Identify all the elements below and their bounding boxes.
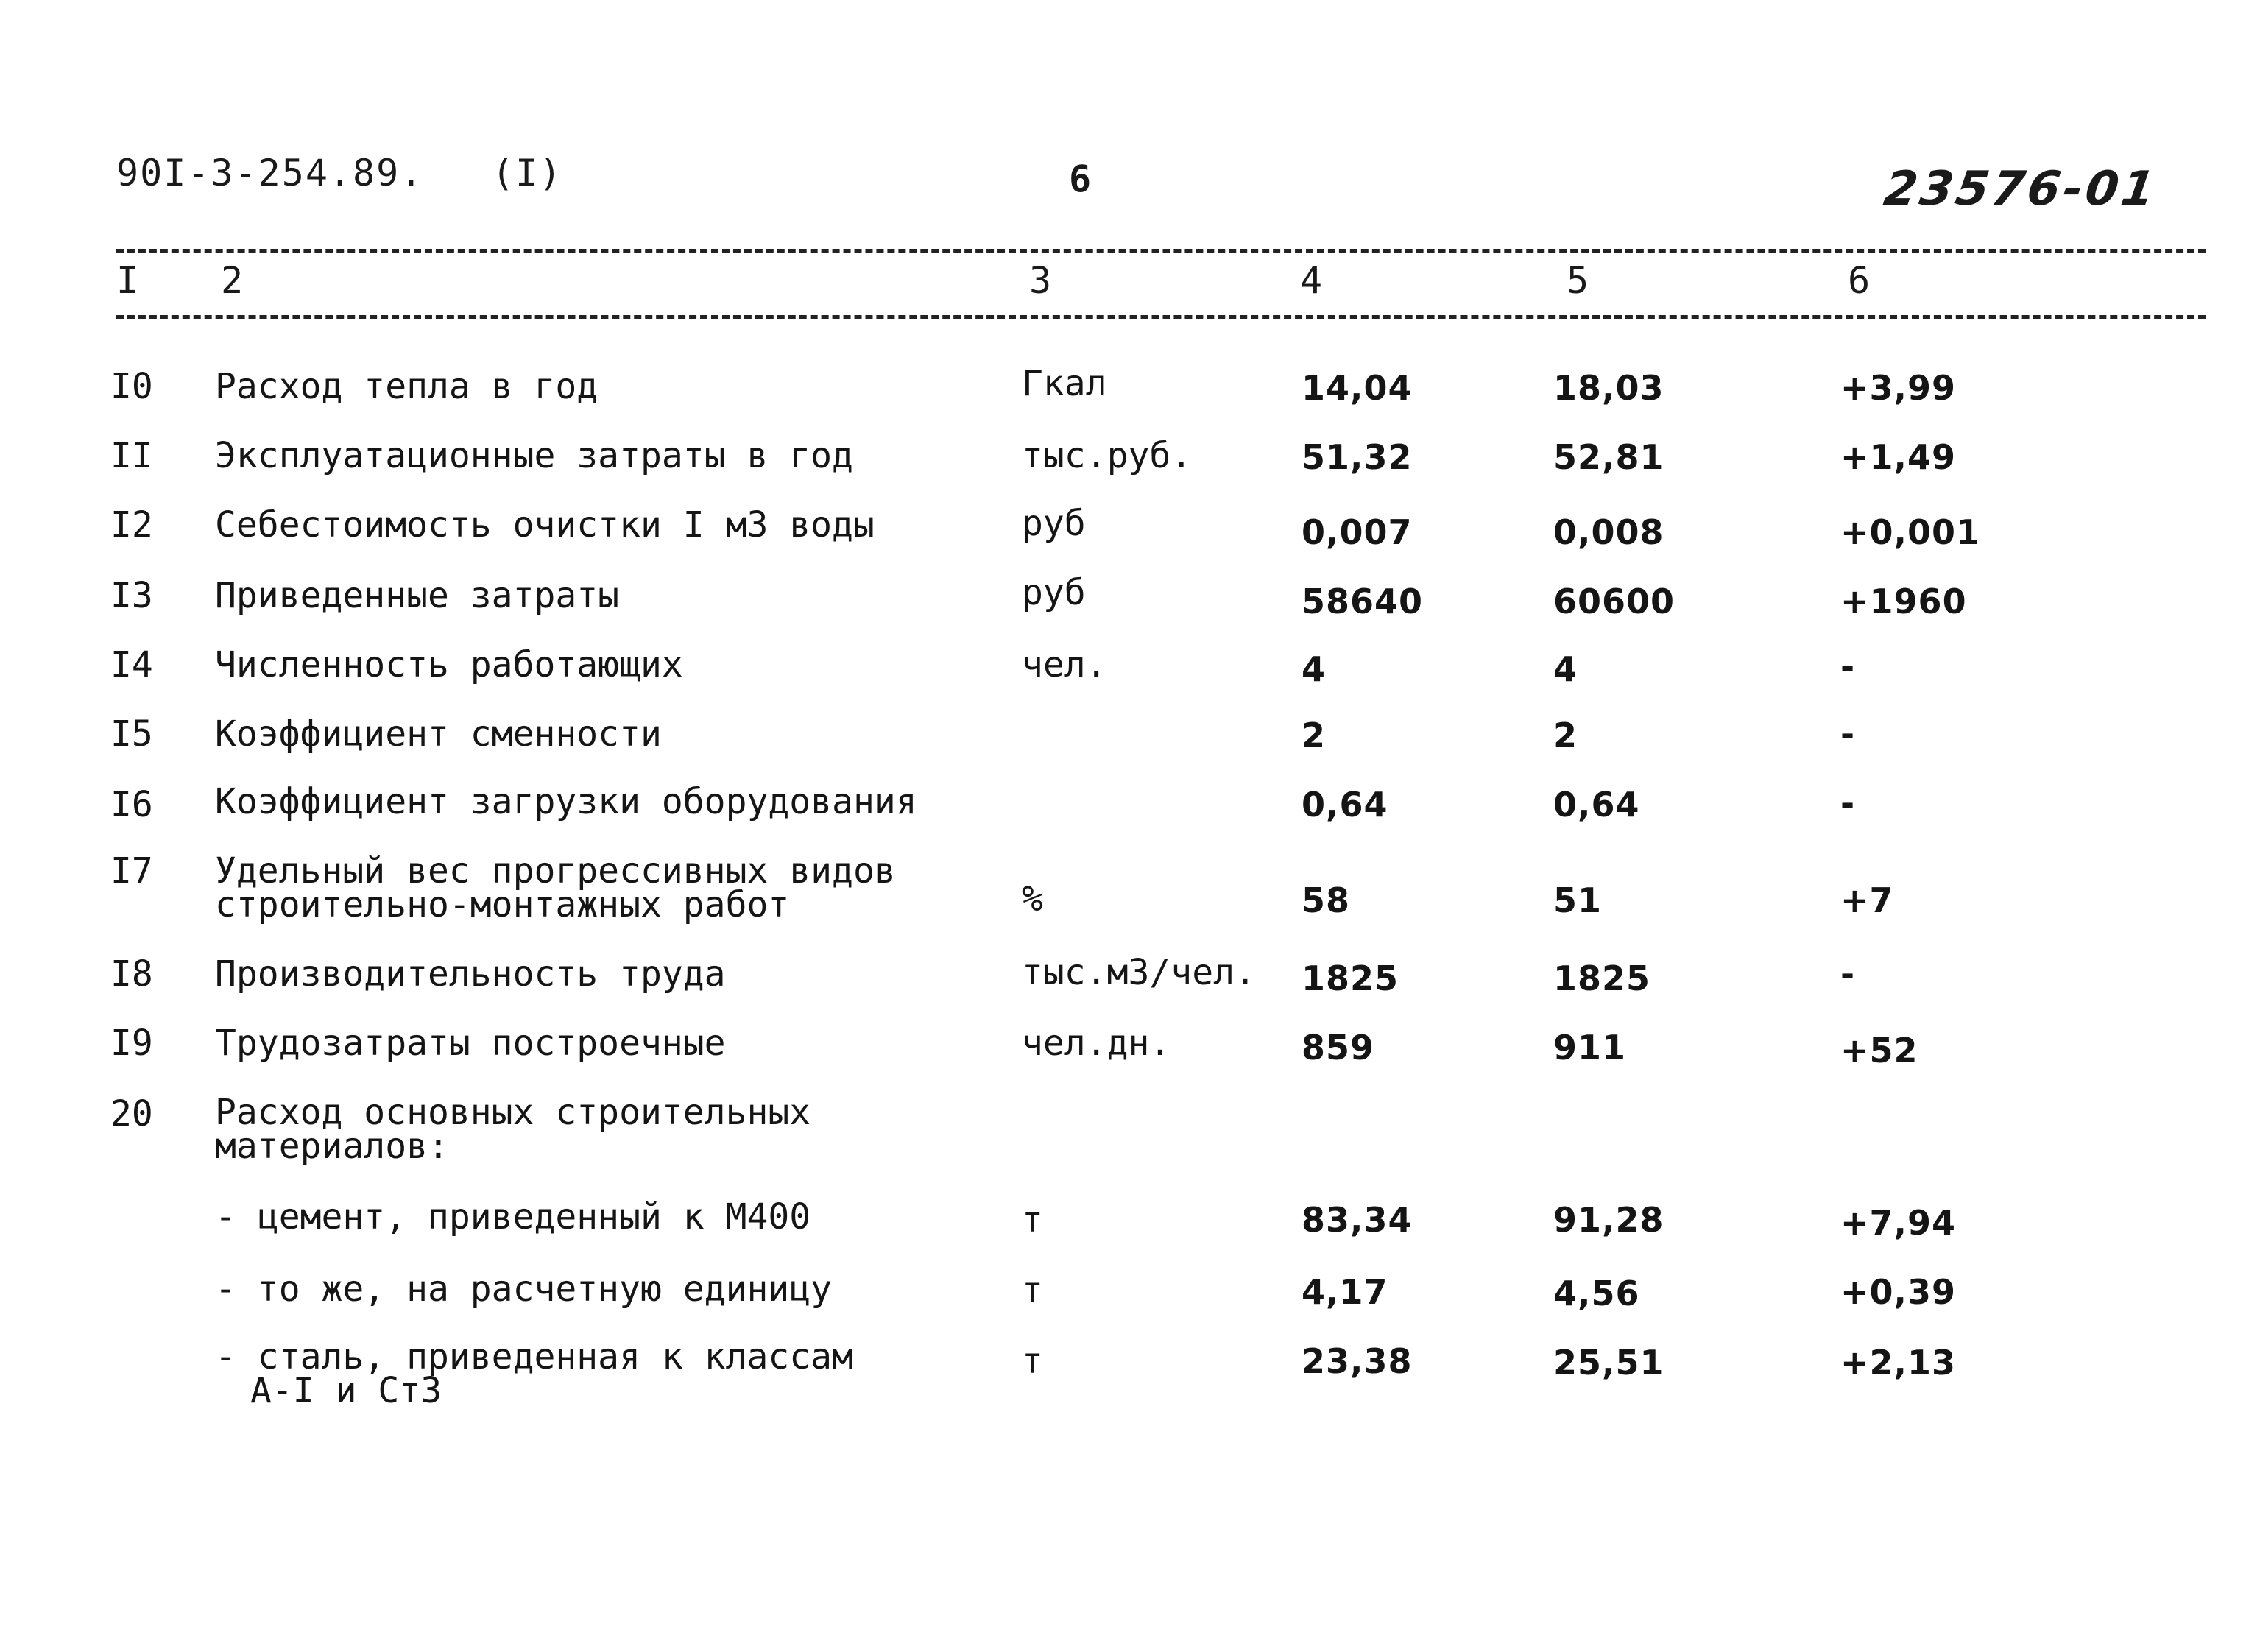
row-value-col4: 0,64	[1302, 785, 1388, 825]
row-number: I6	[110, 784, 153, 825]
row-number: I3	[110, 575, 153, 616]
row-number: II	[110, 435, 153, 476]
row-value-col6: +7,94	[1840, 1203, 1957, 1243]
row-value-col6: +0,001	[1840, 512, 1981, 552]
row-name-continued: строительно-монтажных работ	[215, 884, 790, 925]
row-value-col4: 859	[1302, 1028, 1375, 1067]
document-part: (I)	[492, 152, 563, 194]
row-value-col4: 1825	[1302, 959, 1399, 998]
row-name: Себестоимость очистки I м3 воды	[215, 504, 875, 546]
row-value-col5: 4	[1553, 649, 1578, 689]
row-value-col4: 51,32	[1302, 437, 1413, 477]
dashed-rule-top	[116, 249, 2206, 253]
row-name-continued: A-I и Ст3	[250, 1370, 442, 1411]
row-unit: т	[1022, 1199, 1043, 1240]
row-number: I0	[110, 366, 153, 407]
row-value-col6: +2,13	[1840, 1343, 1957, 1383]
column-number-5: 5	[1567, 259, 1589, 302]
row-value-col6: -	[1840, 714, 1856, 754]
row-name: Эксплуатационные затраты в год	[215, 435, 853, 476]
row-name: Коэффициент сменности	[215, 713, 662, 755]
row-value-col5: 2	[1553, 716, 1578, 755]
row-name-continued: материалов:	[215, 1126, 449, 1167]
row-name: - сталь, приведенная к классам	[215, 1336, 853, 1377]
row-value-col6: +52	[1840, 1031, 1918, 1070]
row-unit: руб	[1022, 503, 1086, 544]
row-number: I2	[110, 504, 153, 546]
row-number: I4	[110, 644, 153, 685]
row-value-col4: 58	[1302, 880, 1351, 920]
row-name: Производительность труда	[215, 953, 726, 995]
row-unit: т	[1022, 1341, 1043, 1382]
row-name: Расход тепла в год	[215, 366, 598, 407]
row-number: I9	[110, 1023, 153, 1064]
row-name: Приведенные затраты	[215, 575, 620, 616]
row-value-col5: 60600	[1553, 582, 1675, 621]
row-value-col5: 911	[1553, 1028, 1627, 1067]
row-number: I5	[110, 713, 153, 755]
row-value-col4: 0,007	[1302, 512, 1413, 552]
row-number: I8	[110, 953, 153, 995]
row-value-col6: +1,49	[1840, 437, 1957, 477]
column-number-1: I	[116, 259, 139, 302]
row-name: Численность работающих	[215, 644, 683, 685]
column-number-3: 3	[1029, 259, 1052, 302]
row-value-col6: -	[1840, 646, 1856, 686]
row-unit: руб	[1022, 572, 1086, 613]
row-name: Коэффициент загрузки оборудования	[215, 781, 917, 822]
row-value-col6: +0,39	[1840, 1272, 1957, 1312]
row-value-col4: 58640	[1302, 582, 1424, 621]
dashed-rule-bottom	[116, 315, 2206, 319]
registration-number: 23576-01	[1880, 162, 2161, 216]
document-code: 90I-3-254.89.	[116, 152, 424, 194]
row-name: - то же, на расчетную единицу	[215, 1268, 833, 1310]
row-value-col4: 4	[1302, 649, 1327, 689]
row-number: 20	[110, 1093, 153, 1134]
row-name: Расход основных строительных	[215, 1092, 811, 1133]
row-value-col5: 0,64	[1553, 785, 1640, 825]
row-value-col5: 0,008	[1553, 512, 1664, 552]
column-number-6: 6	[1848, 259, 1871, 302]
column-number-2: 2	[221, 259, 244, 302]
row-unit: т	[1022, 1270, 1043, 1311]
row-value-col4: 2	[1302, 716, 1327, 755]
row-value-col6: -	[1840, 954, 1856, 994]
row-number: I7	[110, 850, 153, 892]
row-value-col5: 52,81	[1553, 437, 1664, 477]
row-value-col6: +7	[1840, 880, 1894, 920]
row-value-col4: 23,38	[1302, 1341, 1413, 1381]
row-name: - цемент, приведенный к М400	[215, 1196, 811, 1238]
row-value-col5: 4,56	[1553, 1274, 1640, 1313]
row-value-col6: +3,99	[1840, 368, 1957, 408]
row-unit: чел.	[1022, 644, 1107, 685]
row-value-col5: 25,51	[1553, 1343, 1664, 1383]
row-value-col4: 4,17	[1302, 1272, 1388, 1312]
row-value-col5: 18,03	[1553, 368, 1664, 408]
row-unit: тыс.м3/чел.	[1022, 952, 1256, 993]
row-value-col6: +1960	[1840, 582, 1967, 621]
row-unit: тыс.руб.	[1022, 435, 1193, 476]
row-value-col5: 51	[1553, 880, 1603, 920]
row-unit: чел.дн.	[1022, 1023, 1171, 1064]
page-number: 6	[1069, 158, 1093, 200]
row-value-col4: 83,34	[1302, 1200, 1413, 1240]
row-value-col4: 14,04	[1302, 368, 1413, 408]
row-unit: Гкал	[1022, 363, 1107, 404]
row-name: Трудозатраты построечные	[215, 1023, 726, 1064]
row-value-col5: 91,28	[1553, 1200, 1664, 1240]
row-value-col5: 1825	[1553, 959, 1651, 998]
row-name: Удельный вес прогрессивных видов	[215, 850, 896, 892]
row-unit: %	[1022, 878, 1043, 919]
row-value-col6: -	[1840, 783, 1856, 823]
column-number-4: 4	[1300, 259, 1323, 302]
